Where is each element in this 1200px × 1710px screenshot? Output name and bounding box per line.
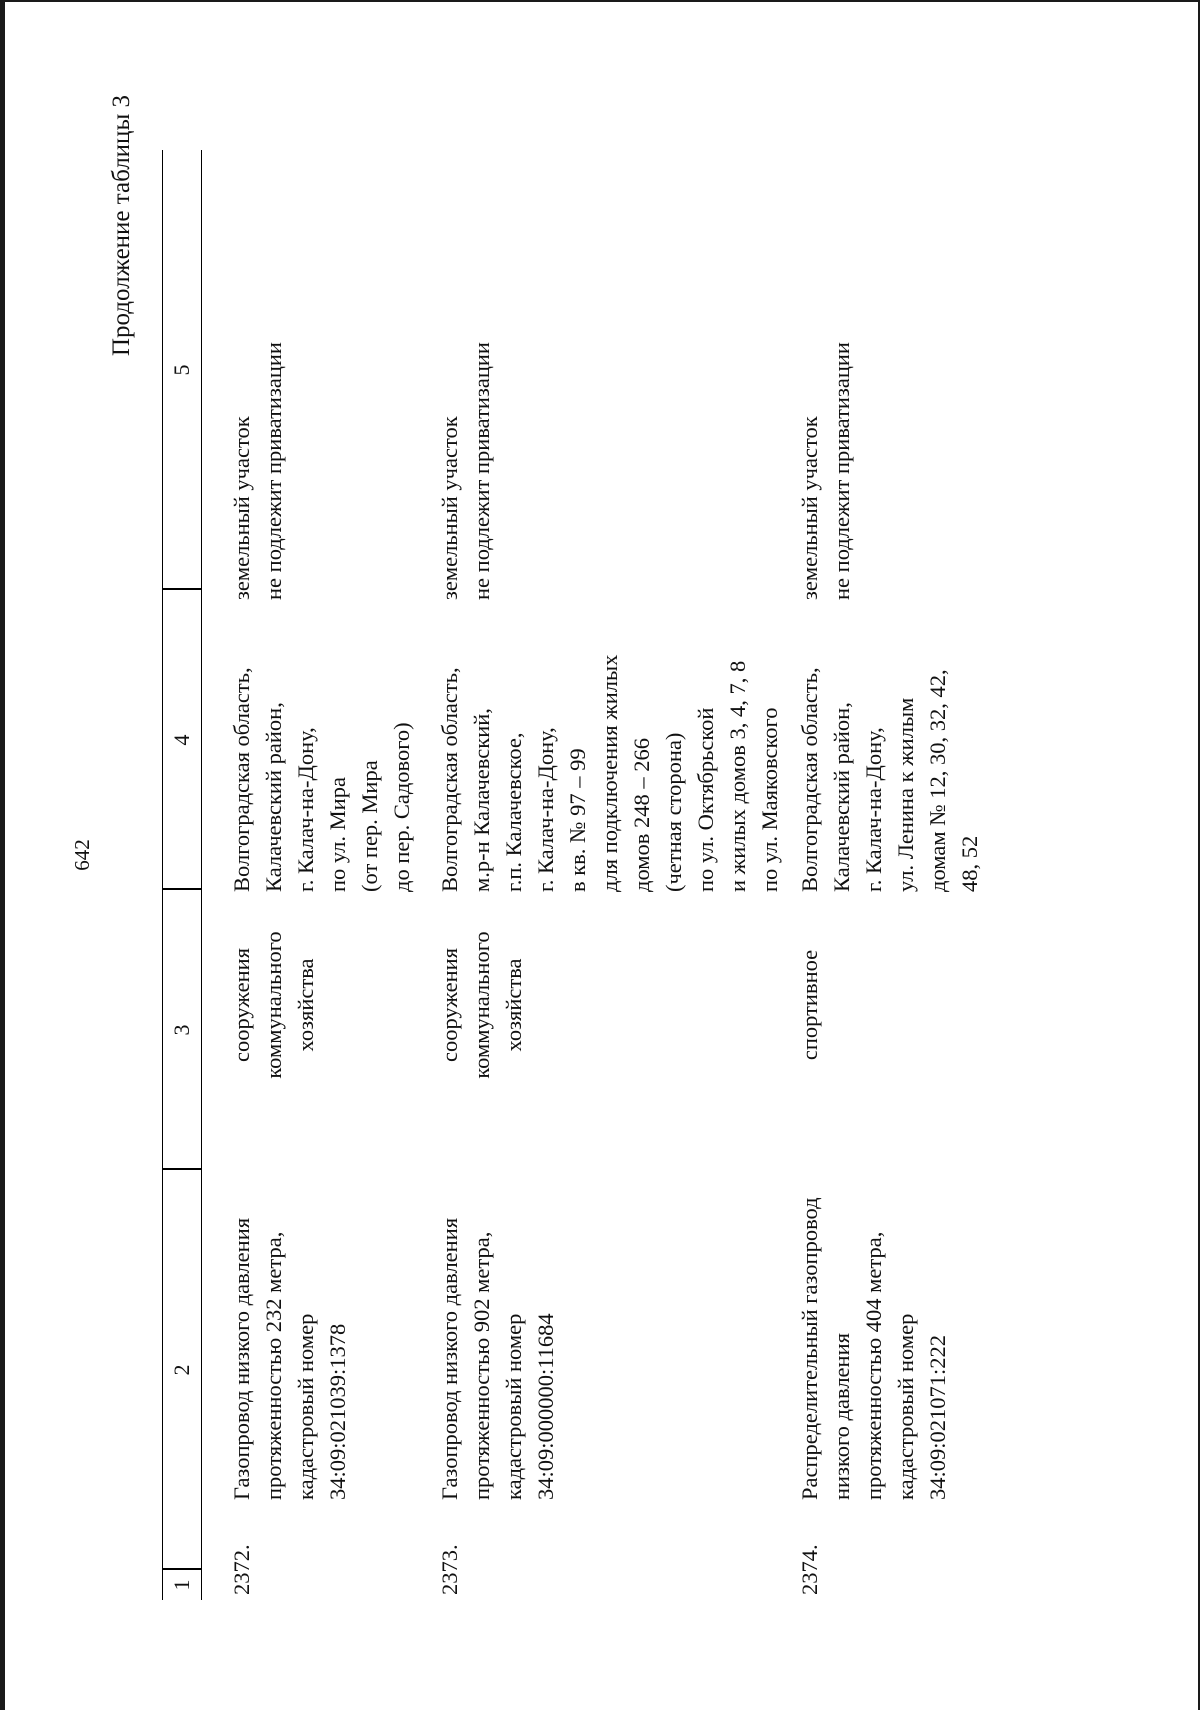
object-name: Газопровод низкого давления протяженностью 232 метра, кадастровый номер 34:09:021039:1378 (229, 1217, 350, 1500)
table-row (226, 150, 434, 1600)
header-col-3: 3 (169, 1024, 194, 1036)
table-row (794, 150, 994, 1600)
object-address: Волгоградская область, Калачевский район, г. Калач-на-Дону, ул. Ленина к жилым домам № 12, 30, 32, 42, 48, 52 (797, 667, 982, 892)
page-number: 642 (70, 839, 94, 871)
object-purpose: спортивное (797, 949, 822, 1061)
table-header (162, 150, 202, 1600)
object-name: Распределительный газопровод низкого давления протяженностью 404 метра, кадастровый номер 34:09:021071:222 (797, 1197, 950, 1500)
object-name: Газопровод низкого давления протяженностью 902 метра, кадастровый номер 34:09:000000:11684 (437, 1217, 558, 1500)
row-number: 2372. (229, 1544, 254, 1595)
table-row (434, 150, 794, 1600)
header-col-5: 5 (169, 364, 194, 376)
header-col-4: 4 (169, 734, 194, 746)
data-table (162, 150, 994, 1600)
object-note: земельный участок не подлежит приватизации (229, 342, 286, 600)
object-address: Волгоградская область, м.р-н Калачевский, г.п. Калачевское, г. Калач-на-Дону, в кв. № 97 – 99 для подключения жилых домов 248 – 266 (четная сторона) по ул. Октябрьской и жилых домов 3, 4, 7, 8 по ул. Маяковского (437, 654, 782, 892)
row-number: 2374. (797, 1544, 822, 1595)
object-purpose: сооружения коммунального хозяйства (437, 931, 526, 1079)
object-purpose: сооружения коммунального хозяйства (229, 931, 318, 1079)
object-address: Волгоградская область, Калачевский район, г. Калач-на-Дону, по ул. Мира (от пер. Мира до пер. Садового) (229, 667, 414, 892)
header-col-1: 1 (169, 1579, 194, 1591)
object-note: земельный участок не подлежит приватизации (437, 342, 494, 600)
object-note: земельный участок не подлежит приватизации (797, 342, 854, 600)
header-col-2: 2 (169, 1364, 194, 1376)
row-number: 2373. (437, 1544, 462, 1595)
table-caption: Продолжение таблицы 3 (108, 95, 135, 357)
